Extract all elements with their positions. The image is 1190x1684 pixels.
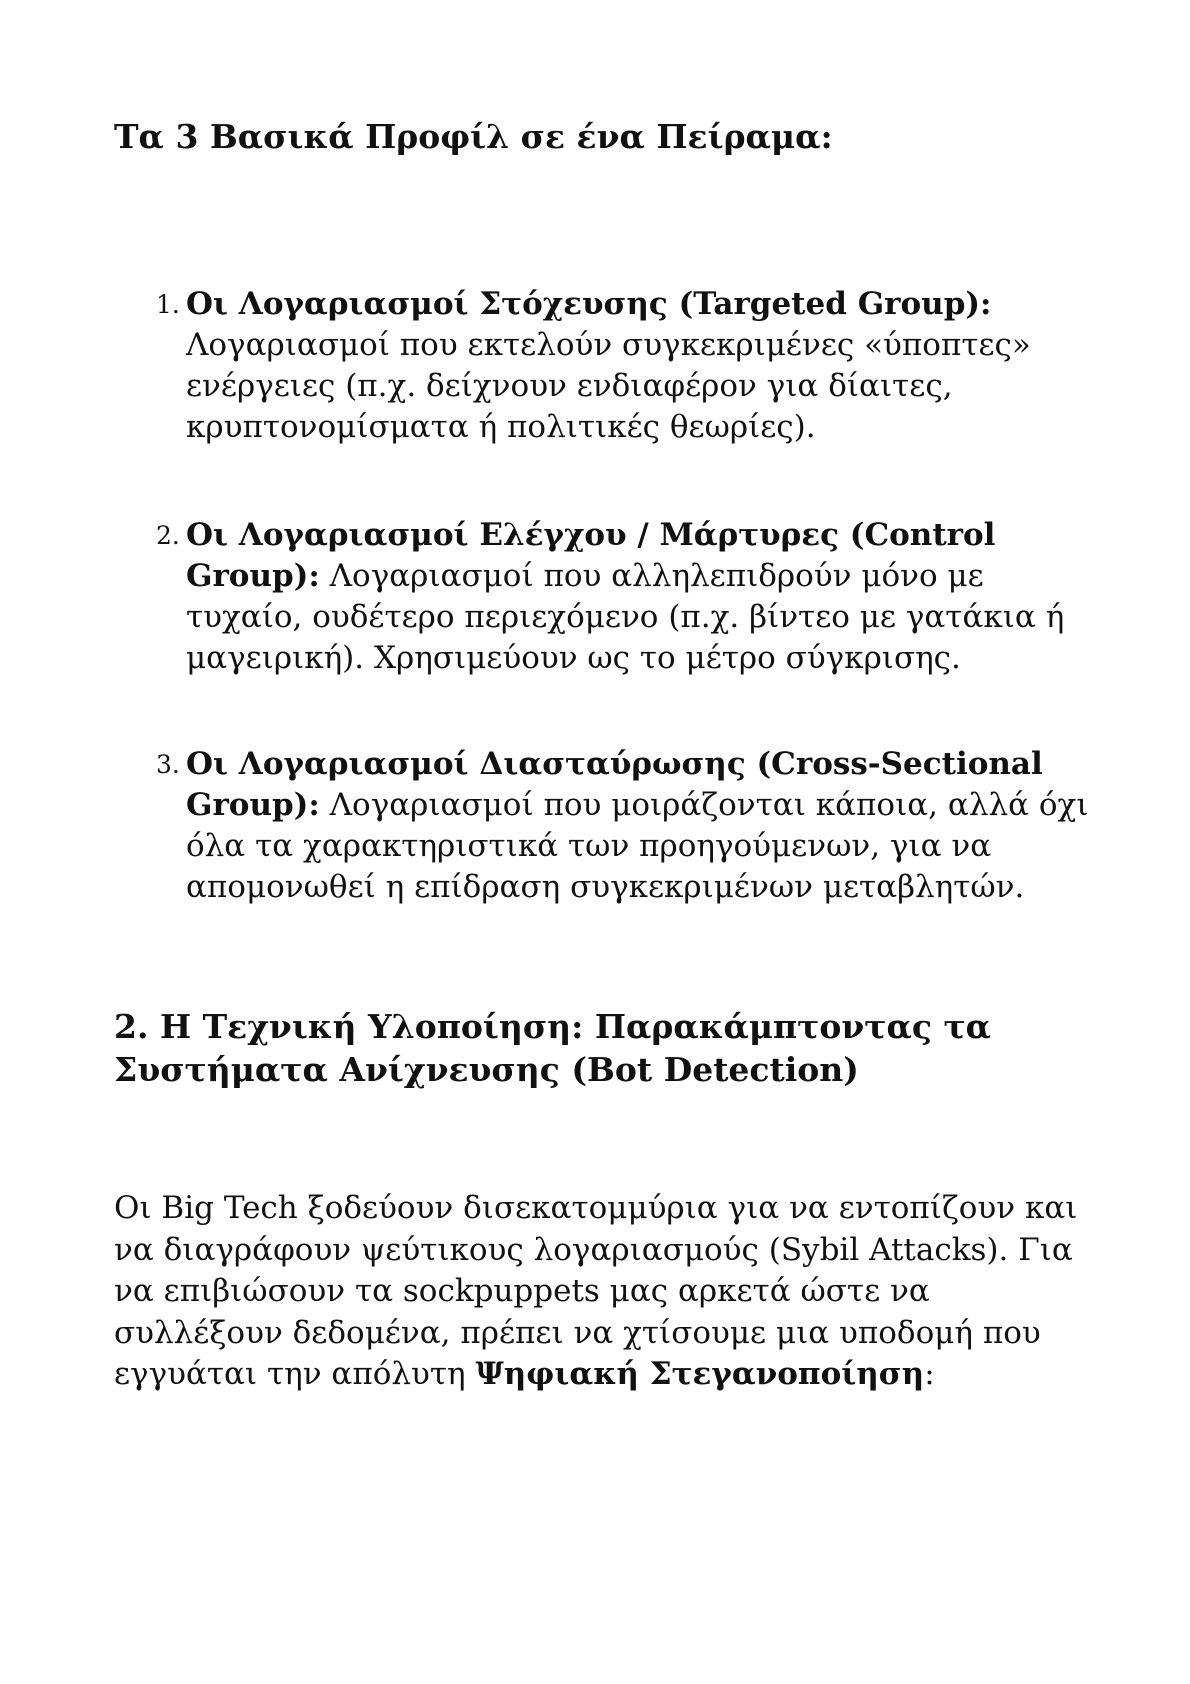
list-item-title: Οι Λογαριασμοί Διασταύρωσης (Cross-Sectional Group): bbox=[186, 746, 1043, 823]
list-item-content bbox=[186, 744, 1096, 908]
list-item-title: Οι Λογαριασμοί Ελέγχου / Μάρτυρες (Control Group): bbox=[186, 517, 996, 594]
list-item-number: 1. bbox=[156, 290, 180, 319]
list-item-text: Λογαριασμοί που μοιράζονται κάποια, αλλά όχι όλα τα χαρακτηριστικά των προηγούμενων, για να απομονωθεί η επίδραση συγκεκριμένων μεταβλητών. bbox=[186, 787, 1089, 905]
section-title-technical: 2. Η Τεχνική Υλοποίηση: Παρακάμπτοντας τα Συστήματα Ανίχνευσης (Bot Detection) bbox=[114, 1007, 992, 1089]
list-item-title: Οι Λογαριασμοί Στόχευσης (Targeted Group): bbox=[186, 286, 992, 322]
list-item-content bbox=[186, 515, 1096, 679]
list-item-number: 3. bbox=[156, 750, 180, 779]
list-item-content bbox=[186, 284, 1096, 448]
paragraph-emphasis: Ψηφιακή Στεγανοποίηση bbox=[475, 1356, 925, 1392]
paragraph-text: Οι Big Tech ξοδεύουν δισεκατομμύρια για να εντοπίζουν και να διαγράφουν ψεύτικους λογαριασμούς (Sybil Attacks). Για να επιβιώσουν τα sockpuppets μας αρκετά ώστε να συλλέξουν δεδομένα, πρέπει να χτίσουμε μια υποδομή που εγγυάται την απόλυτη bbox=[114, 1190, 1078, 1392]
list-item bbox=[156, 515, 1096, 679]
list-item-text: Λογαριασμοί που εκτελούν συγκεκριμένες «ύποπτες» ενέργειες (π.χ. δείχνουν ενδιαφέρον για δίαιτες, κρυπτονομίσματα ή πολιτικές θεωρίες). bbox=[186, 327, 1031, 445]
list-item bbox=[156, 284, 1096, 448]
body-paragraph bbox=[114, 1188, 1104, 1396]
list-item-text: Λογαριασμοί που αλληλεπιδρούν μόνο με τυχαίο, ουδέτερο περιεχόμενο (π.χ. βίντεο με γατάκια ή μαγειρική). Χρησιμεύουν ως το μέτρο σύγκρισης. bbox=[186, 558, 1065, 676]
list-item bbox=[156, 744, 1096, 908]
list-item-number: 2. bbox=[156, 521, 180, 550]
section-title-profiles: Τα 3 Βασικά Προφίλ σε ένα Πείραμα: bbox=[114, 117, 833, 156]
paragraph-tail: : bbox=[924, 1356, 935, 1392]
